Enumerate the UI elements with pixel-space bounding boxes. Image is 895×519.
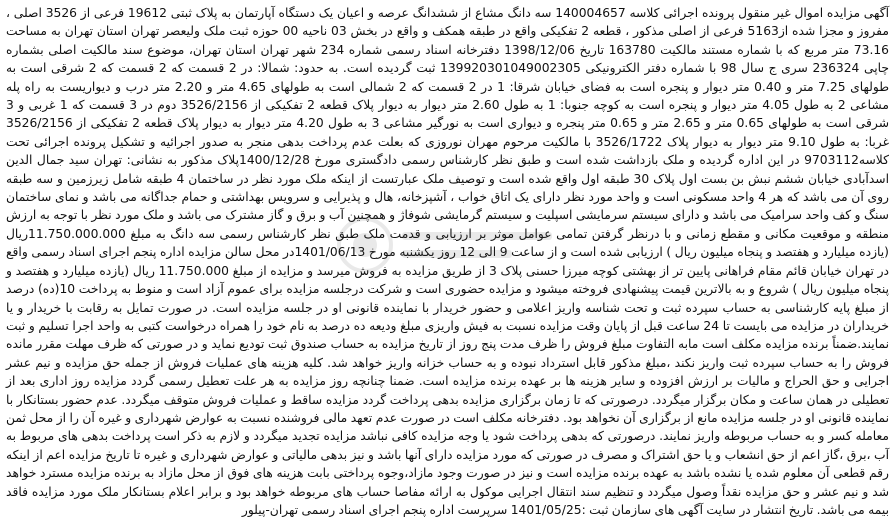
auction-notice-text [6,4,890,517]
notice-body: آگهی مزایده اموال غیر منقول پرونده اجرائی کلاسه 140004657 سه دانگ مشاع از ششدانگ عرصه و اعیان یک دستگاه آپارتمان به پلاک ثبتی 19612 فرعی از 3526 اصلی ، مفروز و مجزا شده از5163 فرعی از اصلی مذکور ، قطعه 2 تفکیکی واقع در طبقه همکف و واقع در بخش 03 ناحیه 00 حوزه ثبت ملک ولیعصر تهران استان تهران به مساحت 73.16 متر مربع که با شماره مستند مالکیت 163780 تاریخ 1398/12/06 دفترخانه اسناد رسمی شماره 234 شهر تهران استان تهران، موضوع سند مالکیت اصلی بشماره چاپی 236324 سری ج سال 98 با شماره دفتر الکترونیکی 139920301049002305 ثبت گردیده است. به حدود: شمالا: در 2 قسمت که 2 قسمت که 2 شرقی است به طولهای 7.25 متر و 0.40 متر دیوار و پنجره است به فضای خیابان شرقا: 1 در 2 قسمت که 2 شمالی است به طولهای 4.65 متر و 2.20 متر درب و دیواریست به راه پله مشاعی 2 به طول 4.05 متر دیوار و پنجره است به کوچه جنوبا: 1 به طول 2.60 متر دیوار به دیوار پلاک قطعه 2 تفکیکی از 3526/2156 دوم در 3 قسمت که 1 غربی و 3 شرقی است به طولهای 0.65 متر و 2.65 متر و 0.65 متر پنجره و دیواری است به نورگیر مشاعی 3 به طول 4.20 متر دیوار به دیوار پلاک قطعه 2 تفکیکی از 3526/2156 غربا: به طول 9.10 متر دیوار به دیوار پلاک 3526/1722 با مالکیت مرحوم مهران نوروزی که بعلت عدم پرداخت بدهی منجر به صدور اجرائیه و تشکیل پرونده اجرائی تحت کلاسه9703112 در این اداره گردیده و ملک بازداشت شده است و طبق نظر کارشناس رسمی دادگستری مورخ 1400/12/28پلاک مذکور به نشانی: تهران سید جمال الدین اسدآبادی خیابان ششم نبش بن بست اول پلاک 30 طبقه اول واقع شده است و توصیف ملک عبارتست از اینکه ملک مورد نظر در ساختمان 4 طبقه شامل زیرزمین و سه طبقه روی آن می باشد که هر 4 واحد مسکونی است و واحد مورد نظر دارای یک اتاق خواب ، آشپزخانه، هال و پذیرایی و سرویس بهداشتی و حمام جداگانه می باشد و نمای ساختمان سنگ و کف واحد سرامیک می باشد و دارای سیستم سرمایشی اسپلیت و سیستم گرمایشی شوفاژ و همچنین آب و برق و گاز مشترک می باشد و ملک مورد نظر با توجه به ارزش منطقه و موقعیت مکانی و مقطع زمانی و با درنظر گرفتن تمامی عوامل موثر بر ارزیابی و قدمت ملک طبق نظر کارشناس رسمی سه دانگ به مبلغ 11.750.000.000ریال (یازده میلیارد و هفتصد و پنجاه میلیون ریال ) ارزیابی شده است و از ساعت 9 الی 12 روز یکشنبه مورخ 1401/06/13در محل سالن مزایده اداره پنجم اجرای اسناد رسمی واقع در تهران خیابان قائم مقام فراهانی پایین تر از بهشتی کوچه میرزا حسنی پلاک 3 از طریق مزایده به فروش میرسد و مزایده از مبلغ 11.750.000 ریال (یازده میلیارد و هفتصد و پنجاه میلیون ریال ) شروع و به بالاترین قیمت پیشنهادی فروخته میشود و مزایده حضوری است و شرکت درجلسه مزایده برای عموم آزاد است و منوط به پرداخت 10(ده) درصد از مبلغ پایه کارشناسی به حساب سپرده ثبت و تحت شناسه واریز اعلامی و حضور خریدار با نماینده قانونی او در جلسه مزایده است. در صورت تمایل به رقابت با خریدار و یا خریداران در مزایده می بایست تا 24 ساعت قبل از پایان وقت مزایده نسبت به فیش واریزی مبلغ ودیعه ده درصد به نام خود را همراه درخواست کتبی به واحد اجرا تسلیم و ثبت نمایند.ضمناً برنده مزایده مکلف است مابه التفاوت مبلغ فروش را ظرف مدت پنج روز از تاریخ مزایده به حساب صندوق ثبت تودیع نماید و در صورتی که ظرف مهلت مقرر مانده فروش را به حساب سپرده ثبت واریز نکند ،مبلغ مذکور قابل استرداد نبوده و به حساب خزانه واریز خواهد شد. کلیه هزینه های عملیات فروش از جمله حق مزایده و نیم عشر اجرایی و حق الحراج و مالیات بر ارزش افزوده و سایر هزینه ها بر عهده برنده مزایده است. ضمنا چنانچه روز مزایده به هر علت تعطیل رسمی گردد مزایده روز اداری بعد از تعطیلی در همان ساعت و مکان برگزار میگردد. درصورتی که تا زمان برگزاری مزایده بدهی پرداخت گردد مزایده ساقط و عملیات فروش متوقف میگردد. عدم حضور بستانکار با نماینده قانونی او در جلسه مزایده مانع از برگزاری آن نخواهد بود. دفترخانه مکلف است در صورت عدم تعهد مالی فروشنده نسبت به عوارض شهرداری و غیره آن را از محل ثمن معامله کسر و به حساب مربوطه واریز نمایند. درصورتی که بدهی پرداخت شود یا وجه مزایده کافی نباشد مزایده تجدید میگردد و لازم به ذکر است پرداخت بدهی های مربوط به آب ،برق ،گاز اعم از حق انشعاب و یا حق اشتراک و مصرف در صورتی که مورد مزایده دارای آنها باشد و نیز بدهی مالیاتی و عوارض شهرداری و غیره تا تاریخ مزایده اعم از اینکه رقم قطعی آن معلوم شده یا نشده باشد به عهده برنده مزایده است و نیز در صورت وجود مازاد،وجوه پرداختی بابت هزینه های فوق از محل مازاد به برنده مزایده مسترد خواهد شد و نیم عشر و حق مزایده نقداً وصول میگردد و تنظیم سند انتقال اجرایی موکول به ارائه مفاصا حساب های مربوطه خواهد بود و برابر اعلام بستانکار ملک مورد مزایده فاقد بیمه می باشد. تاریخ انتشار در سایت آگهی های سازمان ثبت :1401/05/25 سرپرست اداره پنجم اجرای اسناد رسمی تهران-پیلور [6,6,890,517]
